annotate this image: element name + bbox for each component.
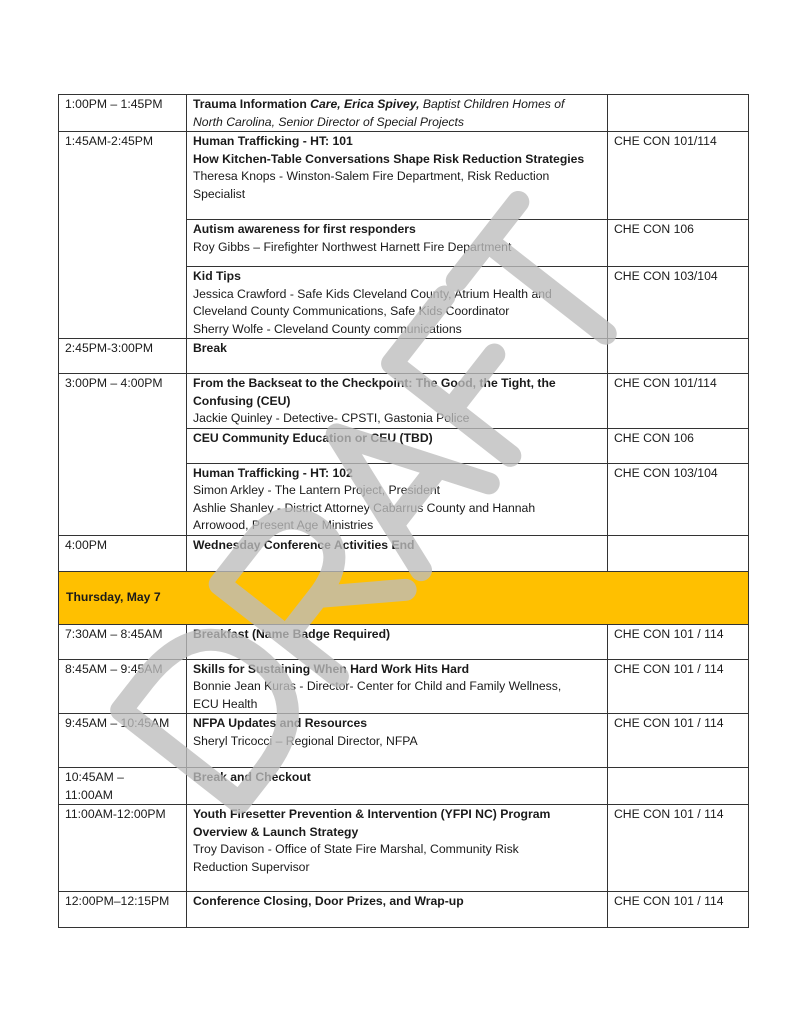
table-row [59, 132, 749, 220]
session-title: Kid Tips [193, 269, 241, 283]
table-row [59, 95, 749, 132]
session-detail: Baptist Children Homes of [422, 97, 565, 111]
session-speaker: Theresa Knops - Winston-Salem Fire Department, Risk Reduction [193, 169, 550, 183]
session-title: Breakfast (Name Badge Required) [193, 626, 391, 641]
table-row [59, 805, 749, 892]
session-title: Human Trafficking - HT: 101 [193, 134, 353, 148]
session-cell [187, 659, 608, 714]
session-cell [187, 220, 608, 267]
session-speaker: Jessica Crawford - Safe Kids Cleveland County, Atrium Health and [193, 286, 552, 301]
room-cell: CHE CON 106 [608, 220, 749, 267]
session-cell [187, 714, 608, 768]
session-cell [187, 535, 608, 571]
session-title: Wednesday Conference Activities End [193, 537, 415, 552]
room-cell: CHE CON 101 / 114 [608, 805, 749, 892]
room-cell: CHE CON 101 / 114 [608, 892, 749, 928]
session-title: Conference Closing, Door Prizes, and Wrap-up [193, 894, 464, 908]
session-title: How Kitchen-Table Conversations Shape Risk Reduction Strategies [193, 151, 585, 166]
room-cell [608, 768, 749, 805]
session-speaker: Arrowood, Present Age Ministries [193, 518, 374, 532]
session-speaker: Cleveland County Communications, Safe Kids Coordinator [193, 304, 510, 318]
table-row [59, 892, 749, 928]
table-row [59, 659, 749, 714]
session-speaker: Jackie Quinley - Detective- CPSTI, Gastonia Police [193, 411, 470, 425]
day-header: Thursday, May 7 [59, 571, 749, 624]
session-title: Skills for Sustaining When Hard Work Hits Hard [193, 661, 470, 676]
time-cell: 9:45AM – 10:45AM [59, 714, 187, 768]
table-row [59, 535, 749, 571]
room-cell: CHE CON 101 / 114 [608, 659, 749, 714]
schedule-table [58, 94, 749, 928]
session-title: CEU Community Education or CEU (TBD) [193, 430, 433, 445]
session-cell [187, 892, 608, 928]
table-row [59, 624, 749, 659]
session-cell [187, 463, 608, 535]
time-cell: 11:00AM-12:00PM [59, 805, 187, 892]
time-line: 11:00AM [65, 787, 113, 802]
table-row [59, 714, 749, 768]
table-row [59, 374, 749, 429]
session-title: Overview & Launch Strategy [193, 824, 359, 839]
session-title: Break and Checkout [193, 770, 311, 784]
session-speaker: Simon Arkley - The Lantern Project, President [193, 483, 441, 497]
session-speaker: Roy Gibbs – Firefighter Northwest Harnett Fire Department [193, 239, 512, 254]
room-cell: CHE CON 103/104 [608, 267, 749, 339]
room-cell [608, 535, 749, 571]
time-cell: 3:00PM – 4:00PM [59, 374, 187, 536]
session-cell [187, 95, 608, 132]
room-cell [608, 95, 749, 132]
room-cell: CHE CON 101 / 114 [608, 714, 749, 768]
session-speaker: Ashlie Shanley - District Attorney Cabarrus County and Hannah [193, 500, 536, 515]
session-speaker: Troy Davison - Office of State Fire Marshal, Community Risk [193, 842, 519, 856]
session-speaker: Sherry Wolfe - Cleveland County communications [193, 321, 462, 336]
session-title: Youth Firesetter Prevention & Intervention (YFPI NC) Program [193, 807, 551, 821]
room-cell: CHE CON 101/114 [608, 374, 749, 429]
session-title: From the Backseat to the Checkpoint: The Good, the Tight, the [193, 376, 556, 390]
time-cell: 2:45PM-3:00PM [59, 339, 187, 374]
time-cell: 7:30AM – 8:45AM [59, 624, 187, 659]
session-cell [187, 805, 608, 892]
session-cell [187, 374, 608, 429]
room-cell: CHE CON 101/114 [608, 132, 749, 220]
time-cell: 4:00PM [59, 535, 187, 571]
session-speaker: ECU Health [193, 696, 258, 711]
session-cell [187, 428, 608, 463]
time-line: 10:45AM – [65, 770, 124, 784]
session-speaker: Bonnie Jean Kuras - Director- Center for Child and Family Wellness, [193, 679, 562, 693]
session-cell [187, 132, 608, 220]
room-cell: CHE CON 101 / 114 [608, 624, 749, 659]
session-title: Autism awareness for first responders [193, 222, 416, 236]
day-header-row [59, 571, 749, 624]
session-speaker: Sheryl Tricocci – Regional Director, NFPA [193, 733, 418, 748]
session-cell [187, 339, 608, 374]
session-speaker: Reduction Supervisor [193, 859, 310, 874]
room-cell: CHE CON 106 [608, 428, 749, 463]
room-cell [608, 339, 749, 374]
table-row [59, 768, 749, 805]
session-title: Confusing (CEU) [193, 393, 291, 408]
time-cell: 12:00PM–12:15PM [59, 892, 187, 928]
room-cell: CHE CON 103/104 [608, 463, 749, 535]
table-row [59, 339, 749, 374]
time-cell: 1:00PM – 1:45PM [59, 95, 187, 132]
session-detail: North Carolina, Senior Director of Special Projects [193, 114, 464, 129]
session-title-italic: Care, Erica Spivey, [310, 97, 420, 111]
time-cell: 8:45AM – 9:45AM [59, 659, 187, 714]
session-speaker: Specialist [193, 186, 246, 201]
session-title: Break [193, 341, 227, 355]
time-cell [59, 768, 187, 805]
session-cell [187, 768, 608, 805]
session-cell [187, 267, 608, 339]
session-cell [187, 624, 608, 659]
session-title: Trauma Information [193, 97, 307, 111]
session-title: Human Trafficking - HT: 102 [193, 465, 353, 480]
time-cell: 1:45AM-2:45PM [59, 132, 187, 339]
session-title: NFPA Updates and Resources [193, 716, 368, 730]
